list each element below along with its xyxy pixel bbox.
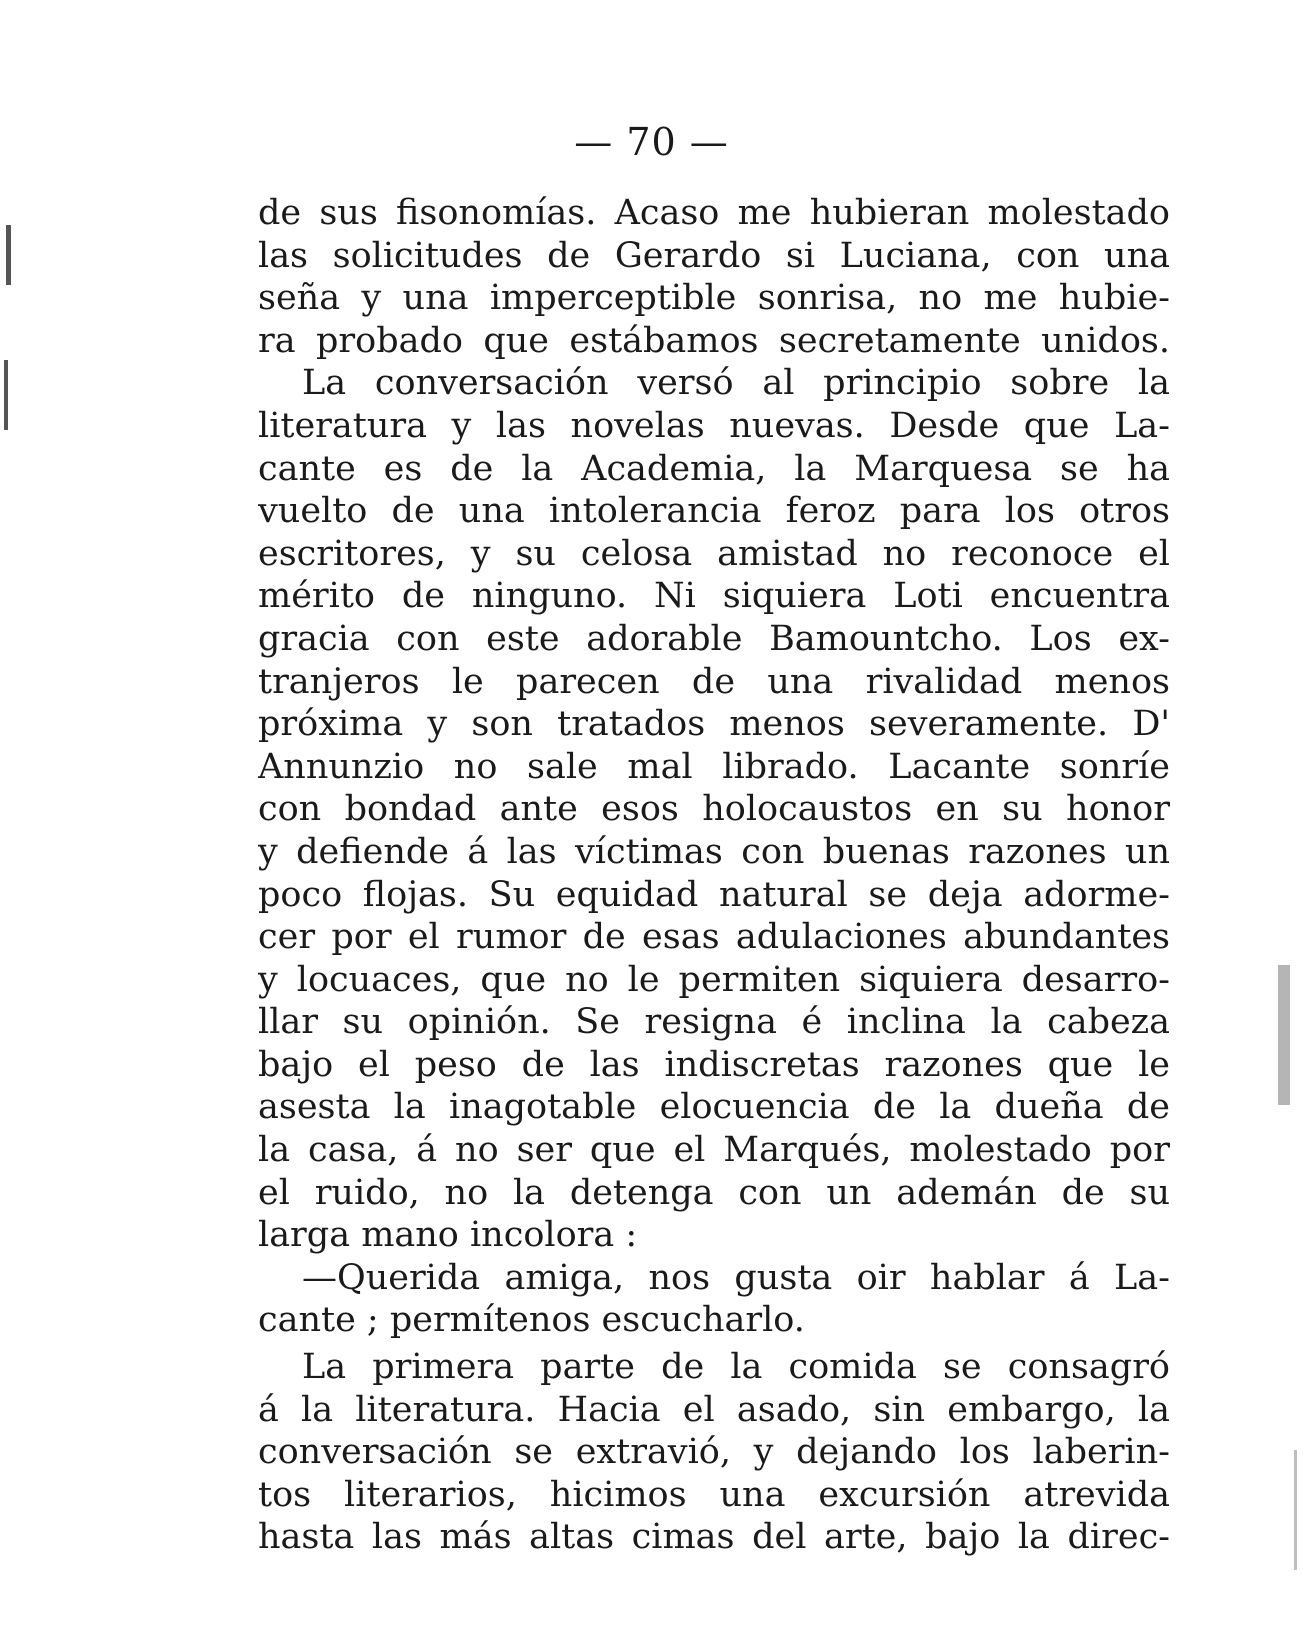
scan-mark [4, 360, 8, 430]
text-line: el ruido, no la detenga con un ademán de su [258, 1172, 1170, 1213]
text-line: cer por el rumor de esas adulaciones abundantes [258, 917, 1170, 958]
text-line: vuelto de una intolerancia feroz para los otros [258, 491, 1170, 532]
text-line: cante es de la Academia, la Marquesa se ha [258, 448, 1170, 489]
text-line: de sus fisonomías. Acaso me hubieran molestado [258, 193, 1170, 233]
text-line: hasta las más altas cimas del arte, bajo la direc- [258, 1517, 1170, 1558]
text-line: —Querida amiga, nos gusta oir hablar á La- [302, 1257, 1170, 1298]
text-line: tos literarios, hicimos una excursión atrevida [258, 1474, 1170, 1515]
text-line: bajo el peso de las indiscretas razones que le [258, 1044, 1170, 1085]
text-line: gracia con este adorable Bamountcho. Los ex- [258, 618, 1170, 659]
scan-mark [1278, 965, 1290, 1105]
text-line: las solicitudes de Gerardo si Luciana, con una [258, 235, 1170, 276]
text-line: Annunzio no sale mal librado. Lacante sonríe [258, 746, 1170, 787]
text-line: La primera parte de la comida se consagró [302, 1347, 1170, 1388]
paragraph [258, 362, 1170, 1256]
text-line: llar su opinión. Se resigna é inclina la cabeza [258, 1002, 1170, 1043]
paragraph [258, 1346, 1170, 1559]
page-number: — 70 — [574, 120, 729, 164]
body-text [258, 192, 1170, 1559]
paragraph [258, 192, 1170, 362]
text-line: cante ; permítenos escucharlo. [258, 1300, 805, 1341]
text-line: literatura y las novelas nuevas. Desde que La- [258, 405, 1170, 446]
text-line: y defiende á las víctimas con buenas razones un [258, 831, 1170, 872]
text-line: próxima y son tratados menos severamente. D' [258, 704, 1170, 745]
text-line: con bondad ante esos holocaustos en su honor [258, 789, 1170, 830]
text-line: ra probado que estábamos secretamente unidos. [258, 320, 1170, 361]
paragraph [258, 1257, 1170, 1342]
text-line: la casa, á no ser que el Marqués, molestado por [258, 1130, 1170, 1171]
scan-mark [6, 225, 11, 285]
text-line: escritores, y su celosa amistad no reconoce el [258, 533, 1170, 574]
text-line: á la literatura. Hacia el asado, sin embargo, la [258, 1389, 1170, 1430]
text-line: larga mano incolora : [258, 1215, 638, 1256]
text-line: asesta la inagotable elocuencia de la dueña de [258, 1087, 1170, 1128]
scan-mark [1294, 1450, 1297, 1570]
text-line: La conversación versó al principio sobre la [302, 363, 1170, 404]
text-line: poco flojas. Su equidad natural se deja adorme- [258, 874, 1170, 915]
text-line: seña y una imperceptible sonrisa, no me hubie- [258, 278, 1170, 319]
text-line: tranjeros le parecen de una rivalidad menos [258, 661, 1170, 702]
text-line: y locuaces, que no le permiten siquiera desarro- [258, 959, 1170, 1000]
text-line: conversación se extravió, y dejando los laberin- [258, 1432, 1170, 1473]
text-line: mérito de ninguno. Ni siquiera Loti encuentra [258, 576, 1170, 617]
